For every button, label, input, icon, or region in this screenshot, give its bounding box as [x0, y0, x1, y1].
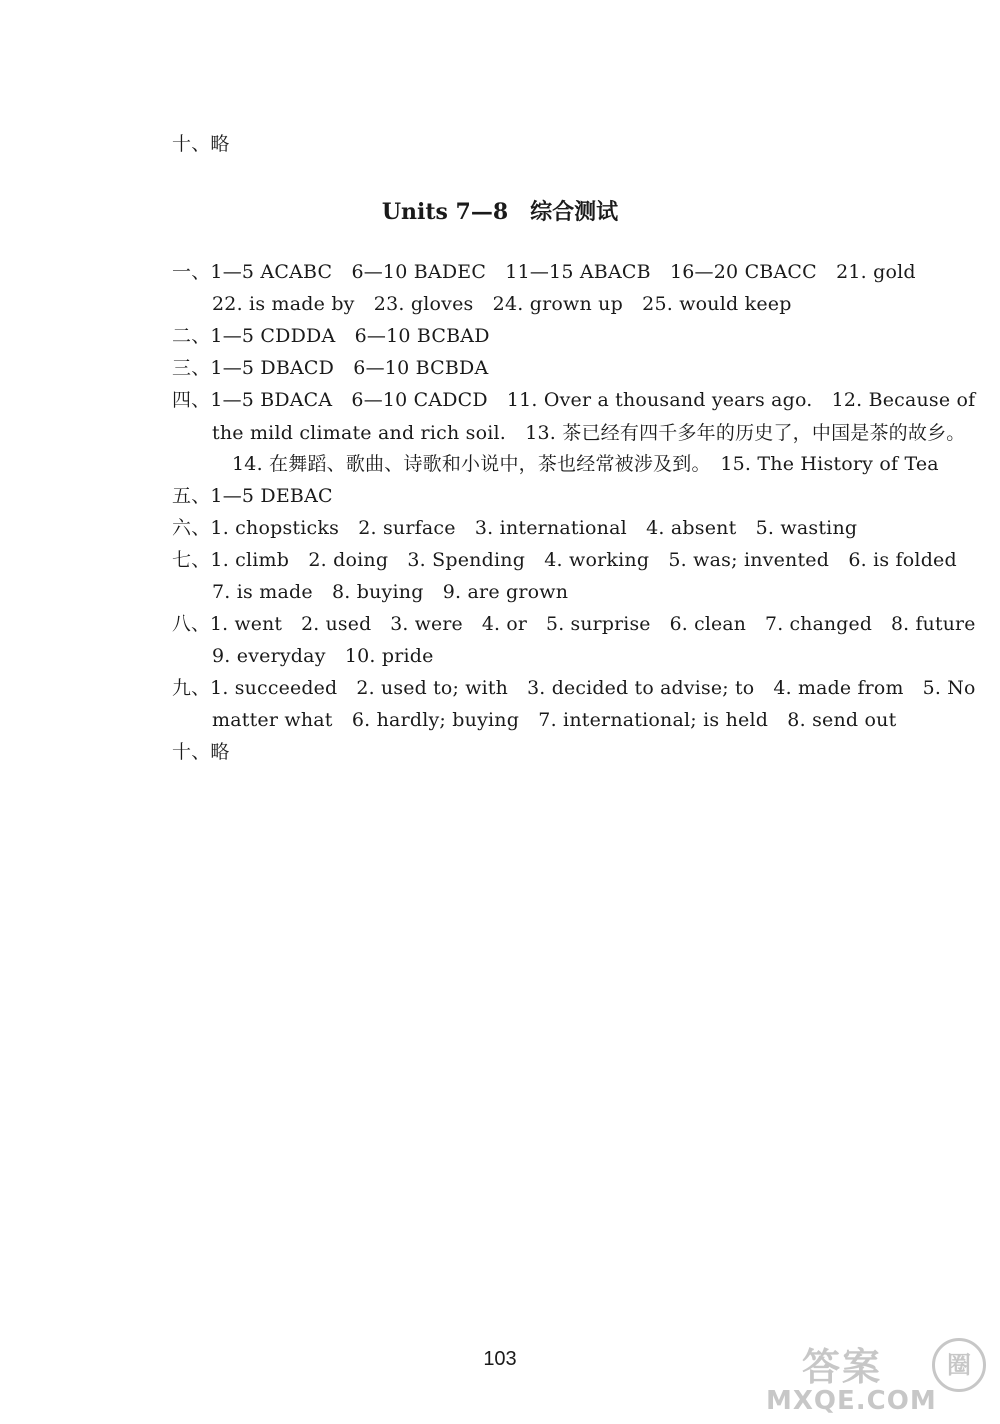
answer-line-10: 七、1. climb 2. doing 3. Spending 4. working 5. was; invented 6. is folded — [172, 549, 957, 571]
answer-line-5: 四、1—5 BDACA 6—10 CADCD 11. Over a thousand years ago. 12. Because of — [172, 389, 976, 411]
answer-line-7: 14. 在舞蹈、歌曲、诗歌和小说中，茶也经常被涉及到。 15. The History of Tea — [232, 453, 939, 475]
answer-line-6: the mild climate and rich soil. 13. 茶已经有四千多年的历史了，中国是茶的故乡。 — [212, 422, 966, 444]
answer-line-13: 9. everyday 10. pride — [212, 645, 434, 667]
watermark-bottom-text: MXQE.COM — [766, 1386, 937, 1416]
top-item: 十、略 — [172, 133, 230, 155]
answer-line-9: 六、1. chopsticks 2. surface 3. international 4. absent 5. wasting — [172, 517, 858, 539]
watermark-seal-icon: 圈 — [932, 1338, 986, 1392]
answer-line-4: 三、1—5 DBACD 6—10 BCBDA — [172, 357, 489, 379]
answer-line-11: 7. is made 8. buying 9. are grown — [212, 581, 569, 603]
answer-line-8: 五、1—5 DEBAC — [172, 485, 333, 507]
section-title: Units 7—8 综合测试 — [381, 199, 619, 225]
page-number: 103 — [483, 1348, 517, 1370]
answer-line-3: 二、1—5 CDDDA 6—10 BCBAD — [172, 325, 490, 347]
answer-line-12: 八、1. went 2. used 3. were 4. or 5. surprise 6. clean 7. changed 8. future — [172, 613, 976, 635]
answer-line-15: matter what 6. hardly; buying 7. international; is held 8. send out — [212, 709, 897, 731]
answer-line-2: 22. is made by 23. gloves 24. grown up 25. would keep — [212, 293, 792, 315]
watermark-logo — [762, 1336, 992, 1416]
watermark-top-text: 答案 — [802, 1345, 883, 1389]
answer-line-14: 九、1. succeeded 2. used to; with 3. decided to advise; to 4. made from 5. No — [172, 677, 976, 699]
answer-line-1: 一、1—5 ACABC 6—10 BADEC 11—15 ABACB 16—20 CBACC 21. gold — [172, 261, 916, 283]
answer-line-16: 十、略 — [172, 741, 230, 763]
